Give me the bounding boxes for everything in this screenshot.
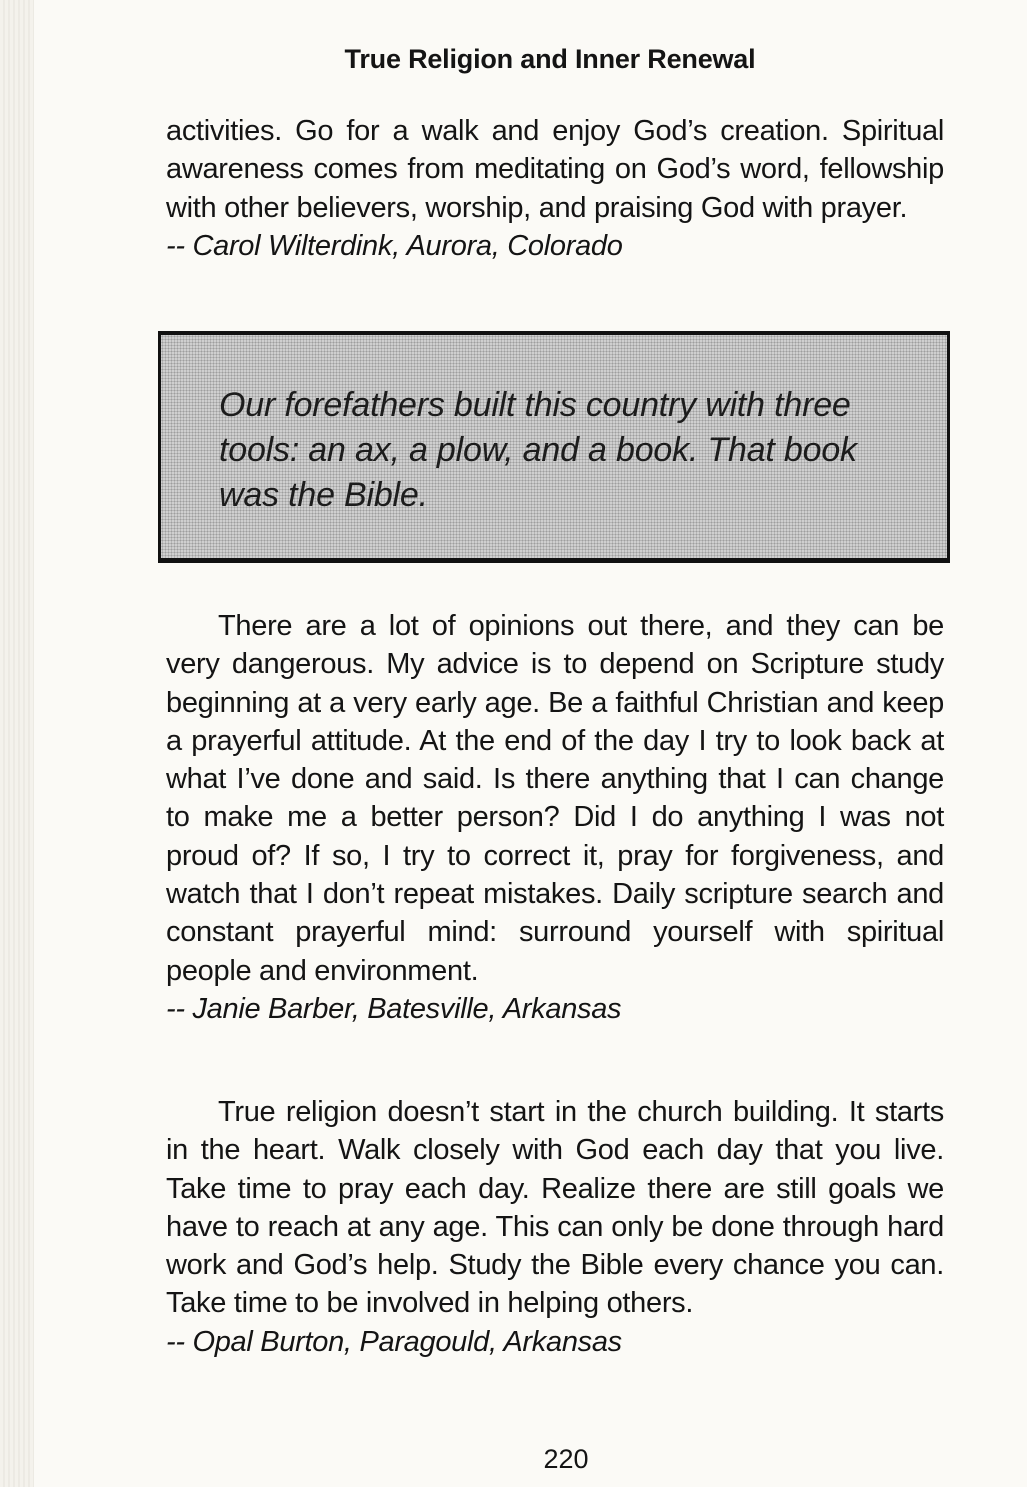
entry-text: activities. Go for a walk and enjoy God’s creation. Spiritual awareness comes from meditating on God’s word, fellowship with other believers, worship, and praising God with prayer. [166,115,944,224]
entry-attribution: -- Opal Burton, Paragould, Arkansas [166,1325,622,1358]
entry-attribution: -- Janie Barber, Batesville, Arkansas [166,992,622,1025]
callout-quote-text: Our forefathers built this country with three tools: an ax, a plow, and a book. That book was the Bible. [219,386,857,514]
running-header-title: True Religion and Inner Renewal [344,44,756,74]
entry-carol-wilterdink [166,112,944,265]
entry-attribution: -- Carol Wilterdink, Aurora, Colorado [166,229,623,262]
page-number: 220 [543,1444,589,1474]
entry-text: There are a lot of opinions out there, and they can be very dangerous. My advice is to depend on Scripture study beginning at a very early age. Be a faithful Christian and keep a prayerful attitude. At the end of the day I try to look back at what I’ve done and said. Is there anything that I can change to make me a better person? Did I do anything I was not proud of? If so, I try to correct it, pray for forgiveness, and watch that I don’t repeat mistakes. Daily scripture search and constant prayerful mind: surround yourself with spiritual people and environment. [166,610,944,987]
callout-quote-box [158,331,950,563]
entry-janie-barber [166,607,944,1028]
entry-text: True religion doesn’t start in the church building. It starts in the heart. Walk closely with God each day that you live. Take time to pray each day. Realize there are still goals we have to reach at any age. This can only be done through hard work and God’s help. Study the Bible every chance you can. Take time to be involved in helping others. [166,1096,944,1320]
book-page-edge [0,0,34,1487]
entry-opal-burton [166,1093,944,1361]
